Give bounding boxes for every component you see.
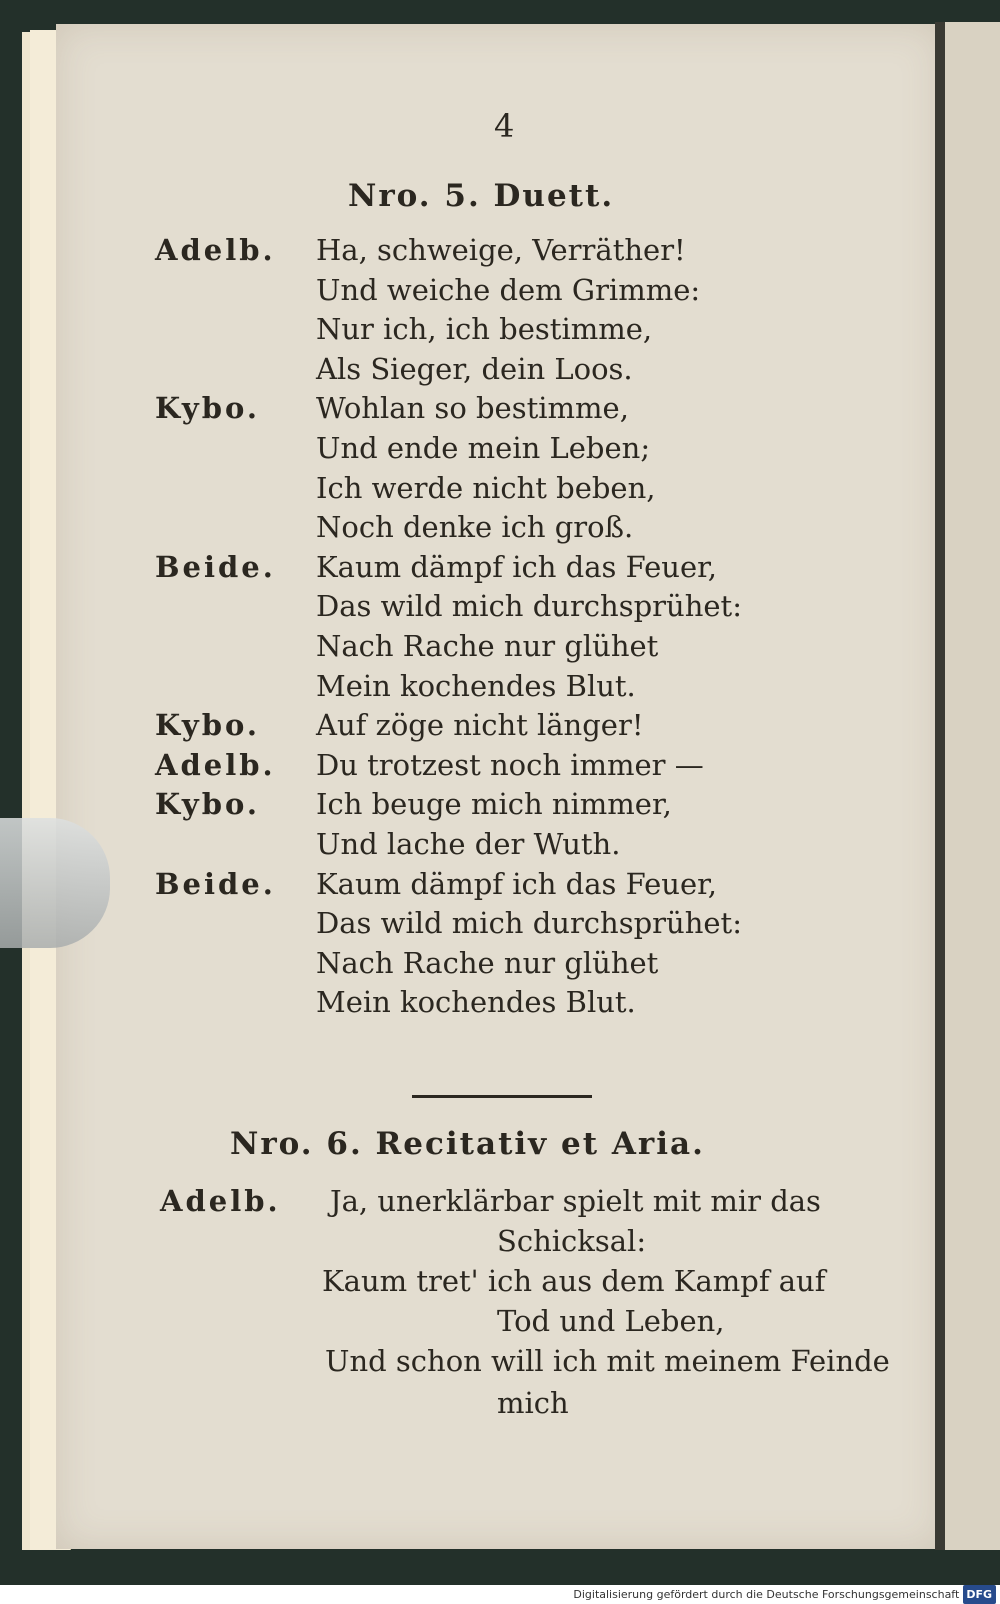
duet-speaker: Adelb. [155, 233, 276, 267]
duet-verse: Du trotzest noch immer — [316, 748, 704, 782]
duet-verse: Ich werde nicht beben, [316, 471, 656, 505]
page-clip [0, 818, 110, 948]
duet-speaker: Adelb. [155, 748, 276, 782]
duet-verse: Mein kochendes Blut. [316, 985, 636, 1019]
footer-text: Digitalisierung gefördert durch die Deutsche Forschungsgemeinschaft [573, 1588, 960, 1601]
duet-speaker: Beide. [155, 550, 276, 584]
aria-line: Ja, unerklärbar spielt mit mir das [330, 1184, 821, 1218]
duet-verse: Nach Rache nur glühet [316, 946, 659, 980]
aria-speaker: Adelb. [160, 1184, 281, 1218]
duet-verse: Mein kochendes Blut. [316, 669, 636, 703]
duet-verse: Kaum dämpf ich das Feuer, [316, 550, 718, 584]
aria-line: Schicksal: [497, 1224, 647, 1258]
aria-line: Und schon will ich mit meinem Feinde [325, 1344, 890, 1378]
page-number: 4 [494, 107, 515, 145]
duet-verse: Auf zöge nicht länger! [316, 708, 644, 742]
duet-verse: Als Sieger, dein Loos. [316, 352, 633, 386]
duet-verse: Das wild mich durchsprühet: [316, 589, 742, 623]
footer-credit [0, 1585, 1000, 1604]
duet-verse: Ha, schweige, Verräther! [316, 233, 686, 267]
duet-verse: Nach Rache nur glühet [316, 629, 659, 663]
section-divider [412, 1095, 592, 1098]
duet-verse: Noch denke ich groß. [316, 510, 634, 544]
aria-line: mich [497, 1386, 569, 1420]
duet-verse: Und weiche dem Grimme: [316, 273, 701, 307]
duet-verse: Und ende mein Leben; [316, 431, 651, 465]
duet-heading: Nro. 5. Duett. [348, 178, 615, 214]
book-spine [935, 22, 945, 1550]
duet-speaker: Kybo. [155, 391, 260, 425]
duet-verse: Wohlan so bestimme, [316, 391, 629, 425]
next-page-edge [945, 22, 1000, 1550]
duet-speaker: Beide. [155, 867, 276, 901]
duet-verse: Kaum dämpf ich das Feuer, [316, 867, 718, 901]
duet-speaker: Kybo. [155, 708, 260, 742]
duet-verse: Nur ich, ich bestimme, [316, 312, 653, 346]
duet-verse: Ich beuge mich nimmer, [316, 787, 672, 821]
aria-line: Tod und Leben, [497, 1304, 725, 1338]
duet-verse: Und lache der Wuth. [316, 827, 621, 861]
duet-verse: Das wild mich durchsprühet: [316, 906, 742, 940]
aria-heading: Nro. 6. Recitativ et Aria. [230, 1126, 705, 1162]
duet-speaker: Kybo. [155, 787, 260, 821]
aria-line: Kaum tret' ich aus dem Kampf auf [322, 1264, 826, 1298]
dfg-logo: DFG [963, 1585, 996, 1604]
